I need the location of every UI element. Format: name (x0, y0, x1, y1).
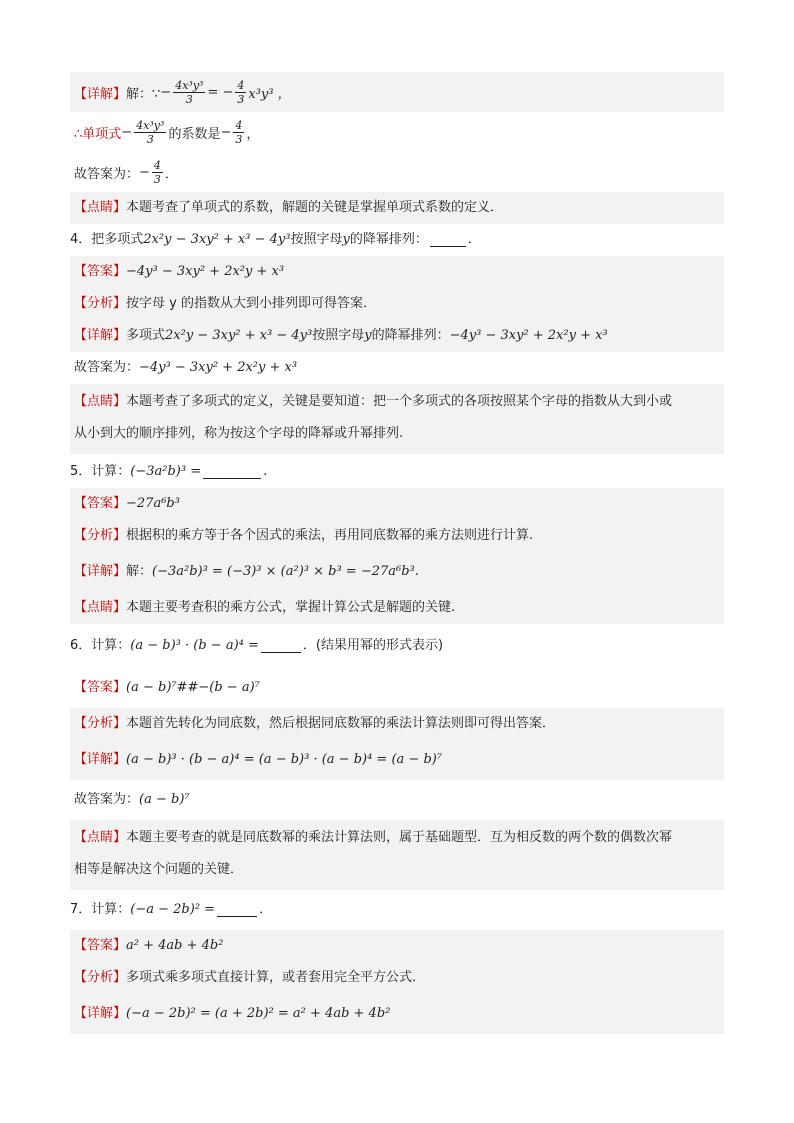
q5-suffix: . (263, 464, 268, 479)
q5-detail-end: . (414, 564, 419, 579)
q6-answer-row (70, 668, 724, 708)
answer-tag: 【答案】 (74, 496, 127, 511)
q4-question-row (70, 224, 724, 256)
analysis-tag: 【分析】 (74, 716, 127, 731)
q4-letter: y (342, 232, 350, 247)
q3-comment-text: 本题考查了单项式的系数，解题的关键是掌握单项式系数的定义． (126, 200, 504, 215)
q7-detail-row (70, 994, 724, 1034)
q4-detail-polynomial: 2x²y − 3xy² + x³ − 4y³ (165, 328, 313, 343)
q3-therefore-minus: − (121, 124, 133, 140)
detail-tag: 【详解】 (74, 752, 127, 767)
q3-detail-tail: x³y³ ， (248, 86, 291, 102)
q4-prefix: 4．把多项式 (70, 232, 144, 247)
detail-tag: 【详解】 (74, 328, 127, 343)
q3-detail-minus: − (160, 84, 172, 100)
q4-final-row (70, 352, 724, 384)
q3-final-row (70, 152, 724, 192)
q7-expression: (−a − 2b)² = (130, 902, 216, 917)
q6-expression: (a − b)³ · (b − a)⁴ = (130, 638, 259, 653)
answer-tag: 【答案】 (74, 680, 127, 695)
q6-question-row (70, 624, 724, 668)
q7-answer-blank (217, 904, 257, 917)
q4-polynomial: 2x²y − 3xy² + x³ − 4y³ (143, 232, 291, 247)
q5-expression: (−3a²b)³ = (130, 464, 202, 479)
q4-answer: −4y³ − 3xy² + 2x²y + x³ (126, 264, 285, 279)
q5-question-row (70, 456, 724, 488)
q3-fraction-2 (235, 79, 246, 106)
q7-answer: a² + 4ab + 4b² (126, 938, 224, 953)
q6-answer: (a − b)⁷##−(b − a)⁷ (126, 680, 260, 695)
document-page (70, 72, 724, 1034)
q3-comment-row (70, 192, 724, 224)
answer-tag: 【答案】 (74, 938, 127, 953)
q3-fraction-1-denominator: 3 (185, 92, 193, 106)
q3-fraction-2-numerator: 4 (237, 78, 245, 92)
q5-detail-expression: (−3a²b)³ = (−3)³ × (a²)³ × b³ = −27a⁶b³ (152, 564, 415, 579)
q3-fraction-3-denominator: 3 (146, 132, 154, 146)
q5-analysis: 根据积的乘方等于各个因式的乘法，再用同底数幂的乘方法则进行计算. (126, 528, 534, 543)
q4-answer-blank (430, 234, 466, 247)
q4-comment-block (70, 384, 724, 454)
q6-final-prefix: 故答案为： (74, 792, 140, 807)
comment-tag: 【点睛】 (74, 394, 127, 409)
q4-analysis-row (70, 288, 724, 320)
q3-detail-prefix: 解：∵ (126, 86, 161, 102)
q7-answer-row (70, 930, 724, 962)
q4-suffix-post: ． (467, 232, 481, 247)
analysis-tag: 【分析】 (74, 528, 127, 543)
q6-suffix: ．(结果用幂的形式表示) (302, 638, 444, 653)
q7-prefix: 7．计算： (70, 902, 131, 917)
q3-fraction-4-denominator: 3 (235, 132, 243, 146)
q6-comment-line-1 (74, 822, 724, 854)
q5-answer: −27a⁶b³ (126, 496, 180, 511)
q3-fraction-5 (152, 159, 163, 186)
comment-tag: 【点睛】 (74, 830, 127, 845)
q3-fraction-1 (173, 79, 205, 106)
q4-suffix-pre: 的降幂排列： (349, 232, 428, 247)
q5-comment: 本题主要考查积的乘方公式，掌握计算公式是解题的关键. (126, 600, 456, 615)
q5-detail-row (70, 552, 724, 592)
q7-analysis: 多项式乘多项式直接计算，或者套用完全平方公式． (126, 970, 426, 985)
q4-detail-letter: y (364, 328, 372, 343)
q6-final-row (70, 780, 724, 820)
q4-final-result: −4y³ − 3xy² + 2x²y + x³ (139, 360, 298, 375)
q6-comment-block (70, 820, 724, 890)
q3-final-minus: − (139, 164, 150, 180)
q4-detail-mid: 按照字母 (312, 328, 365, 343)
q3-fraction-5-numerator: 4 (153, 158, 161, 172)
q4-comment-line-2: 从小到大的顺序排列，称为按这个字母的降幂或升幂排列. (74, 426, 404, 441)
q4-answer-row (70, 256, 724, 288)
q4-detail-prefix: 多项式 (126, 328, 166, 343)
q6-detail-row (70, 740, 724, 780)
q7-question-row (70, 890, 724, 930)
q4-detail-suffix: 的降幂排列： (371, 328, 450, 343)
q5-analysis-row (70, 520, 724, 552)
detail-tag: 【详解】 (74, 1006, 127, 1021)
comment-tag: 【点睛】 (74, 600, 127, 615)
analysis-tag: 【分析】 (74, 296, 127, 311)
q3-fraction-2-denominator: 3 (237, 92, 245, 106)
q7-suffix: ． (259, 902, 273, 917)
q3-final-prefix: 故答案为： (74, 166, 140, 182)
q3-therefore-end: ， (246, 126, 260, 142)
q4-comment-line-1 (74, 386, 724, 418)
answer-tag: 【答案】 (74, 264, 127, 279)
q6-analysis: 本题首先转化为同底数，然后根据同底数幂的乘法计算法则即可得出答案． (126, 716, 556, 731)
q3-therefore-row (70, 112, 724, 152)
q5-detail-prefix: 解： (126, 564, 153, 579)
q6-prefix: 6．计算： (70, 638, 131, 653)
q3-therefore-prefix: ∴单项式 (74, 126, 122, 142)
q6-comment-text-1: 本题主要考查的就是同底数幂的乘法计算法则，属于基础题型．互为相反数的两个数的偶数次幂 (126, 830, 673, 845)
q5-answer-blank (203, 466, 261, 479)
q3-therefore-minus-2: − (220, 124, 232, 140)
q3-fraction-3-numerator: 4x³y³ (136, 118, 165, 132)
q3-detail-row (70, 72, 724, 112)
q7-detail-expression: (−a − 2b)² = (a + 2b)² = a² + 4ab + 4b² (126, 1006, 391, 1021)
q6-final-expression: (a − b)⁷ (139, 792, 190, 807)
comment-tag: 【点睛】 (74, 200, 127, 215)
q5-comment-row (70, 592, 724, 624)
q3-fraction-1-numerator: 4x³y³ (175, 78, 204, 92)
q3-detail-equals: = − (207, 84, 234, 100)
q3-therefore-mid: 的系数是 (168, 126, 221, 142)
q7-analysis-row (70, 962, 724, 994)
detail-tag: 【详解】 (74, 564, 127, 579)
q6-detail-expression: (a − b)³ · (b − a)⁴ = (a − b)³ · (a − b)⁴ = (a − b)⁷ (126, 752, 443, 767)
q4-detail-result: −4y³ − 3xy² + 2x²y + x³ (449, 328, 608, 343)
q4-comment-text-1: 本题考查了多项式的定义，关键是要知道：把一个多项式的各项按照某个字母的指数从大到小或 (126, 394, 673, 409)
q4-detail-row (70, 320, 724, 352)
q4-mid: 按照字母 (290, 232, 343, 247)
detail-tag: 【详解】 (74, 86, 127, 102)
q6-answer-blank (261, 640, 301, 653)
q5-prefix: 5．计算： (70, 464, 131, 479)
q3-fraction-5-denominator: 3 (153, 172, 161, 186)
q3-final-end: ． (164, 166, 178, 182)
q3-fraction-3 (134, 119, 166, 146)
q4-analysis: 按字母 y 的指数从大到小排列即可得答案． (126, 296, 376, 311)
q6-comment-line-2: 相等是解决这个问题的关键． (74, 862, 244, 877)
q5-answer-row (70, 488, 724, 520)
q4-final-prefix: 故答案为： (74, 360, 140, 375)
q3-fraction-4-numerator: 4 (235, 118, 243, 132)
q3-fraction-4 (233, 119, 244, 146)
analysis-tag: 【分析】 (74, 970, 127, 985)
q6-analysis-row (70, 708, 724, 740)
